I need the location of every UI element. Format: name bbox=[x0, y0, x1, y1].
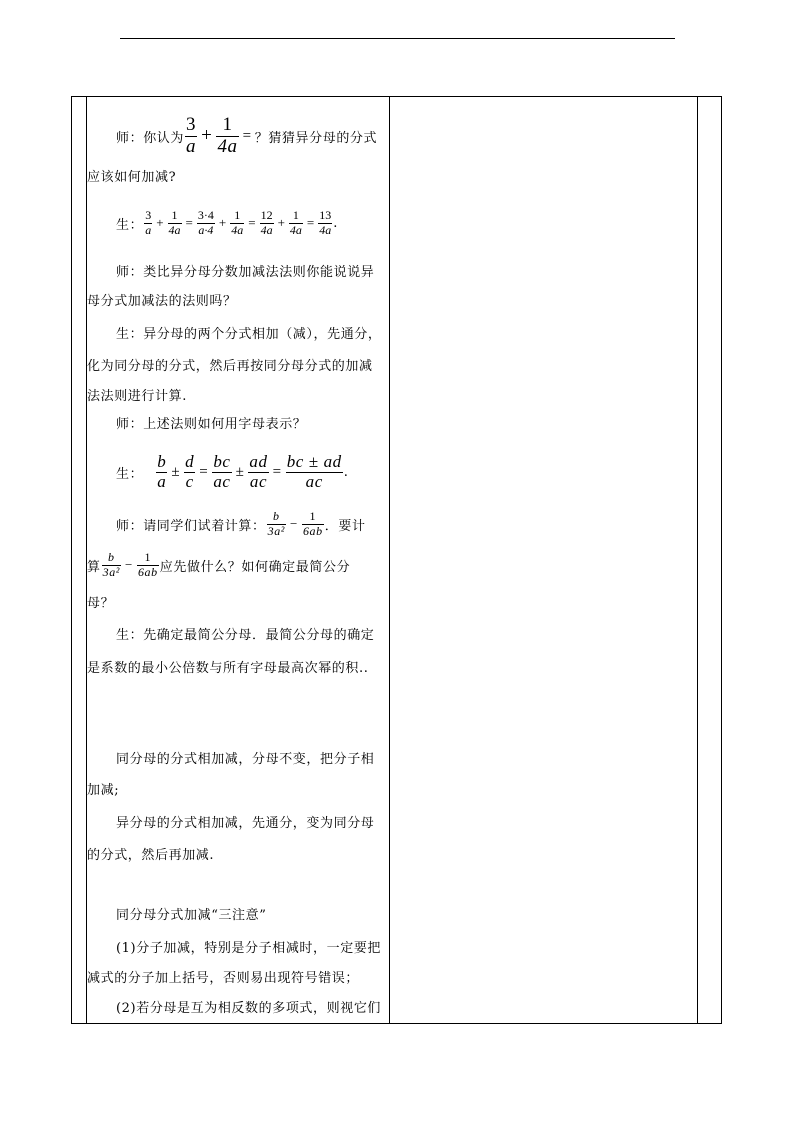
numerator: bc ± ad bbox=[286, 451, 342, 471]
numerator: bc bbox=[213, 451, 231, 471]
summary-same-denominator-2: 加减; bbox=[87, 782, 120, 798]
equals-sign: = bbox=[306, 215, 315, 230]
fraction bbox=[289, 209, 303, 236]
denominator: 3a² bbox=[102, 564, 121, 579]
fraction-d-over-c bbox=[184, 453, 195, 491]
equals-sign: = bbox=[242, 127, 252, 144]
plus-minus-sign: ± bbox=[235, 463, 245, 480]
teacher-exercise-line-3: 母？ bbox=[87, 595, 115, 611]
plus-sign: + bbox=[156, 215, 164, 230]
student-lcd-line-1: 生：先确定最简公分母．最简公分母的确定 bbox=[116, 627, 375, 643]
exercise-tail: 应先做什么？如何确定最简公分 bbox=[159, 559, 351, 575]
three-notes-title: 同分母分式加减“三注意” bbox=[116, 907, 267, 923]
note-1-line-2: 减式的分子加上括号，否则易出现符号错误； bbox=[87, 970, 360, 986]
student-lcd-line-2: 是系数的最小公倍数与所有字母最高次幂的积.. bbox=[87, 660, 369, 676]
exercise-tail: ．要计 bbox=[324, 518, 366, 534]
header-rule bbox=[120, 38, 675, 39]
fraction-1-over-6ab bbox=[302, 510, 324, 537]
summary-same-denominator-1: 同分母的分式相加减，分母不变，把分子相 bbox=[116, 751, 375, 767]
denominator: a bbox=[145, 222, 152, 237]
minus-sign: − bbox=[290, 516, 298, 531]
teacher-prompt-3: 师：上述法则如何用字母表示？ bbox=[116, 416, 307, 432]
numerator: b bbox=[157, 451, 167, 471]
fraction bbox=[230, 209, 244, 236]
denominator: 4a bbox=[260, 222, 273, 237]
table-divider-right bbox=[697, 96, 698, 1024]
plus-sign: + bbox=[218, 215, 227, 230]
numerator: ad bbox=[249, 451, 268, 471]
fraction-combined bbox=[286, 453, 343, 491]
student-formula bbox=[116, 448, 388, 496]
numerator: 3 bbox=[145, 208, 152, 223]
numerator: 3 bbox=[186, 113, 197, 135]
numerator: 1 bbox=[222, 113, 233, 135]
plus-sign: + bbox=[277, 215, 285, 230]
denominator: 6ab bbox=[302, 523, 323, 538]
teacher-prompt-2: 师：类比异分母分数加减法法则你能说说异 bbox=[116, 264, 375, 280]
fraction bbox=[144, 209, 152, 236]
denominator: ac bbox=[213, 471, 231, 491]
denominator: a bbox=[186, 135, 197, 157]
period: . bbox=[333, 215, 338, 231]
minus-sign: − bbox=[125, 557, 133, 572]
fraction bbox=[318, 209, 332, 236]
table-divider-middle bbox=[389, 96, 390, 1024]
numerator: 13 bbox=[319, 208, 332, 223]
equals-sign: = bbox=[272, 463, 282, 480]
speaker-text: 生： bbox=[116, 466, 144, 482]
fraction bbox=[260, 209, 274, 236]
numerator: 1 bbox=[144, 550, 152, 565]
teacher-exercise-line-2 bbox=[87, 546, 387, 584]
summary-diff-denominator-1: 异分母的分式相加减，先通分，变为同分母 bbox=[116, 815, 375, 831]
student-rule-line-2: 化为同分母的分式，然后再按同分母分式的加减 bbox=[87, 358, 373, 374]
fraction-3-over-a bbox=[185, 115, 197, 158]
speaker-text: 师：你认为 bbox=[116, 130, 185, 146]
denominator: 4a bbox=[217, 135, 238, 157]
numerator: 1 bbox=[309, 509, 317, 524]
period: . bbox=[343, 464, 349, 480]
denominator: 4a bbox=[289, 222, 302, 237]
numerator: 3·4 bbox=[197, 208, 214, 223]
numerator: d bbox=[185, 451, 195, 471]
student-answer-1 bbox=[116, 202, 388, 244]
fraction-1-over-6ab bbox=[137, 551, 159, 578]
exercise-lead: 算 bbox=[87, 559, 101, 575]
fraction-ad-over-ac bbox=[248, 453, 268, 491]
numerator: 12 bbox=[260, 208, 273, 223]
equals-sign: = bbox=[199, 463, 209, 480]
denominator: 6ab bbox=[137, 564, 158, 579]
plus-sign: + bbox=[201, 125, 213, 146]
equals-sign: = bbox=[248, 215, 256, 230]
teacher-question-1 bbox=[116, 113, 388, 159]
fraction-bc-over-ac bbox=[212, 453, 231, 491]
fraction-b-over-3a2 bbox=[267, 510, 286, 537]
equals-sign: = bbox=[185, 215, 193, 230]
fraction-b-over-3a2 bbox=[102, 551, 121, 578]
speaker-text: 师：请同学们试着计算： bbox=[116, 518, 266, 534]
denominator: 4a bbox=[319, 222, 332, 237]
denominator: ac bbox=[305, 471, 323, 491]
numerator: b bbox=[108, 550, 115, 565]
numerator: 1 bbox=[234, 208, 241, 223]
denominator: a·4 bbox=[198, 222, 214, 237]
plus-minus-sign: ± bbox=[171, 463, 181, 480]
student-rule-line-1: 生：异分母的两个分式相加（减），先通分， bbox=[116, 326, 382, 342]
speaker-text: 生： bbox=[116, 217, 144, 233]
numerator: 1 bbox=[292, 208, 299, 223]
denominator: a bbox=[157, 471, 167, 491]
denominator: 4a bbox=[168, 222, 181, 237]
numerator: 1 bbox=[171, 208, 178, 223]
denominator: ac bbox=[249, 471, 268, 491]
note-1-line-1: (1)分子加减，特别是分子相减时，一定要把 bbox=[116, 940, 382, 956]
denominator: 4a bbox=[231, 222, 244, 237]
summary-diff-denominator-2: 的分式，然后再加减. bbox=[87, 847, 215, 863]
numerator: b bbox=[273, 509, 280, 524]
note-2-line-1: (2)若分母是互为相反数的多项式，则视它们 bbox=[116, 1000, 382, 1016]
question-tail: ？猜猜异分母的分式 bbox=[254, 130, 378, 146]
fraction bbox=[197, 209, 215, 236]
fraction-1-over-4a bbox=[216, 115, 238, 158]
denominator: 3a² bbox=[267, 523, 286, 538]
teacher-prompt-2-cont: 母分式加减法的法则吗？ bbox=[87, 293, 237, 309]
teacher-exercise-line-1 bbox=[116, 505, 388, 543]
student-rule-line-3: 法法则进行计算. bbox=[87, 388, 187, 404]
denominator: c bbox=[185, 471, 194, 491]
fraction bbox=[168, 209, 182, 236]
fraction-b-over-a bbox=[156, 453, 167, 491]
teacher-question-1-cont: 应该如何加减? bbox=[87, 169, 177, 185]
